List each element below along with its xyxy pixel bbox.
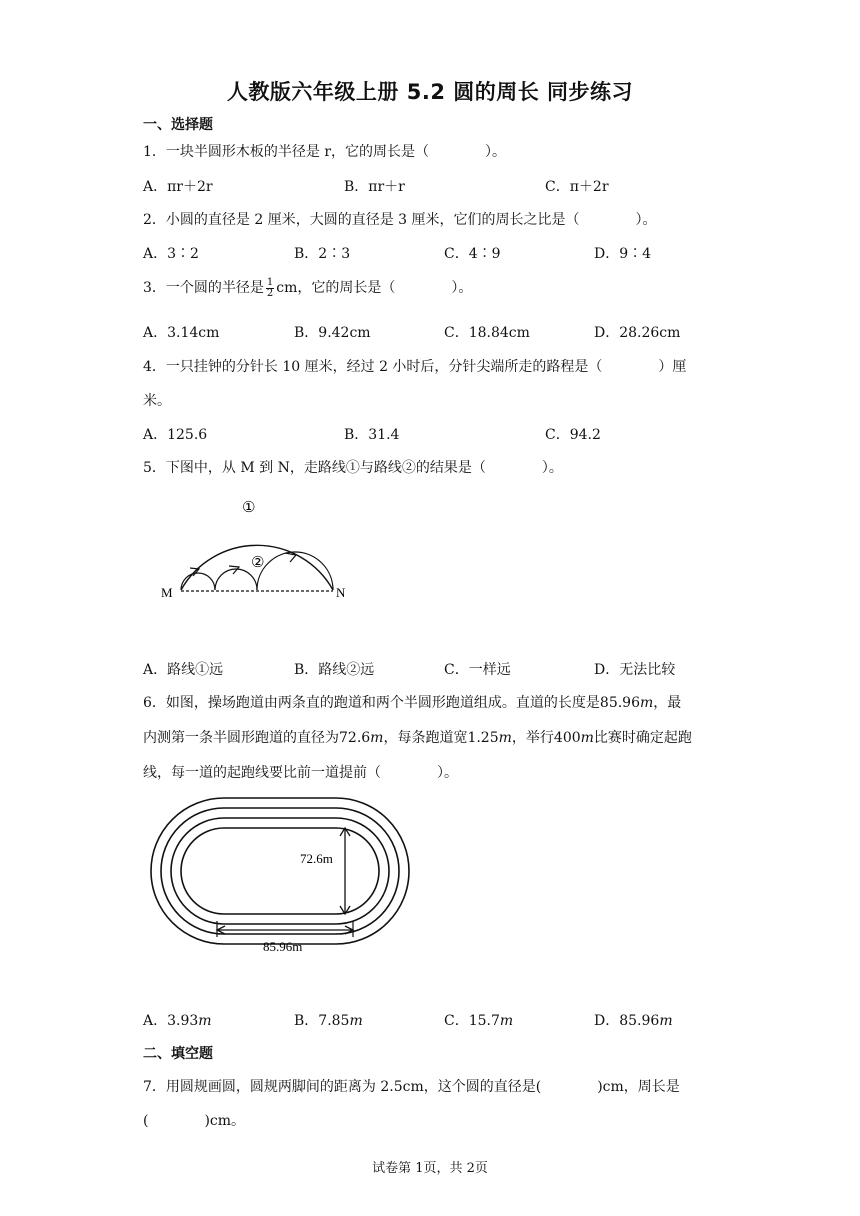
section-heading-choice: 一、选择题 bbox=[143, 117, 213, 133]
question-7-line-2: ( )cm。 bbox=[143, 1113, 246, 1129]
q3-fraction bbox=[266, 278, 274, 299]
q2-option-c: C．4∶9 bbox=[444, 246, 501, 262]
q5-option-d: D．无法比较 bbox=[594, 662, 676, 678]
question-3 bbox=[143, 277, 472, 299]
question-4-line-2: 米。 bbox=[143, 393, 171, 409]
q4-option-b: B．31.4 bbox=[344, 427, 400, 443]
arrow-3-icon bbox=[285, 553, 296, 562]
q3-option-b: B．9.42cm bbox=[294, 325, 371, 341]
section-heading-fill: 二、填空题 bbox=[143, 1046, 213, 1062]
question-6-line-2 bbox=[143, 727, 692, 747]
page-footer: 试卷第 1页，共 2页 bbox=[372, 1161, 488, 1176]
question-6-line-1 bbox=[143, 692, 681, 712]
q6-option-d-unit: m bbox=[659, 1013, 673, 1029]
question-5: 5．下图中，从 M 到 N，走路线①与路线②的结果是（ ）。 bbox=[143, 460, 563, 476]
route-2-arc-3 bbox=[257, 552, 333, 590]
q1-option-a: A．πr＋2r bbox=[143, 179, 213, 195]
question-7-line-1: 7．用圆规画圆，圆规两脚间的距离为 2.5cm，这个圆的直径是( )cm，周长是 bbox=[143, 1079, 680, 1095]
route-1-label: ① bbox=[242, 498, 256, 516]
q6-text-1a: 6．如图，操场跑道由两条直的跑道和两个半圆形跑道组成。直道的长度是 bbox=[143, 695, 600, 711]
route-diagram bbox=[155, 490, 360, 605]
q3-frac-denominator: 2 bbox=[266, 287, 274, 299]
diameter-label: 72.6m bbox=[300, 851, 333, 866]
route-2-label: ② bbox=[251, 553, 265, 571]
q6-option-c bbox=[444, 1010, 513, 1030]
q6-option-b bbox=[294, 1010, 363, 1030]
q5-option-c: C．一样远 bbox=[444, 662, 511, 678]
q6-text-1b: ，最 bbox=[653, 695, 682, 711]
q3-option-d: D．28.26cm bbox=[594, 325, 681, 341]
track-lane-outer bbox=[151, 798, 409, 944]
q6-option-d bbox=[594, 1010, 673, 1030]
q6-option-b-value: B．7.85 bbox=[294, 1013, 350, 1029]
q3-option-c: C．18.84cm bbox=[444, 325, 530, 341]
q6-unit-2: m bbox=[370, 730, 384, 746]
q6-option-c-value: C．15.7 bbox=[444, 1013, 500, 1029]
q6-text-2c: ，举行 bbox=[511, 730, 554, 746]
question-1: 1．一块半圆形木板的半径是 r，它的周长是（ ）。 bbox=[143, 144, 507, 160]
q2-option-a: A．3∶2 bbox=[143, 246, 199, 262]
q6-diameter: 72.6 bbox=[339, 730, 371, 746]
q6-unit-3: m bbox=[498, 730, 512, 746]
q4-option-c: C．94.2 bbox=[545, 427, 601, 443]
q6-option-b-unit: m bbox=[349, 1013, 363, 1029]
q3-option-a: A．3.14cm bbox=[143, 325, 220, 341]
q6-option-a bbox=[143, 1010, 212, 1030]
q6-unit-4: m bbox=[580, 730, 594, 746]
question-6-line-3: 线，每一道的起跑线要比前一道提前（ ）。 bbox=[143, 765, 458, 781]
track-diagram bbox=[148, 796, 416, 958]
q6-text-2b: ，每条跑道宽 bbox=[383, 730, 468, 746]
q6-option-a-unit: m bbox=[198, 1013, 212, 1029]
q3-suffix: cm，它的周长是（ ）。 bbox=[276, 280, 473, 296]
q2-option-d: D．9∶4 bbox=[594, 246, 652, 262]
q6-race-distance: 400 bbox=[553, 730, 581, 746]
question-2: 2．小圆的直径是 2 厘米，大圆的直径是 3 厘米，它们的周长之比是（ ）。 bbox=[143, 212, 657, 228]
q2-option-b: B．2∶3 bbox=[294, 246, 351, 262]
q6-lane-width: 1.25 bbox=[467, 730, 499, 746]
track-lane-2 bbox=[171, 818, 389, 924]
length-label: 85.96m bbox=[263, 939, 303, 954]
page-title: 人教版六年级上册 5.2 圆的周长 同步练习 bbox=[226, 80, 634, 104]
q3-frac-numerator: 1 bbox=[266, 276, 274, 288]
q5-option-b: B．路线②远 bbox=[294, 662, 375, 678]
q5-option-a: A．路线①远 bbox=[143, 662, 224, 678]
route-2-arc-2 bbox=[215, 569, 257, 590]
q1-option-b: B．πr＋r bbox=[344, 179, 405, 195]
question-4-line-1: 4．一只挂钟的分针长 10 厘米，经过 2 小时后，分针尖端所走的路程是（ ）厘 bbox=[143, 359, 687, 375]
label-n: N bbox=[336, 585, 346, 600]
q3-prefix: 3．一个圆的半径是 bbox=[143, 280, 264, 296]
label-m: M bbox=[161, 585, 173, 600]
q6-option-c-unit: m bbox=[499, 1013, 514, 1029]
q6-option-d-value: D．85.96 bbox=[594, 1013, 660, 1029]
q6-text-2a: 内测第一条半圆形跑道的直径为 bbox=[143, 730, 339, 746]
track-lane-1 bbox=[181, 828, 379, 914]
q1-option-c: C．π＋2r bbox=[545, 179, 609, 195]
q6-option-a-value: A．3.93 bbox=[143, 1013, 199, 1029]
q6-straight-length: 85.96 bbox=[599, 695, 640, 711]
q6-unit-1: m bbox=[640, 695, 654, 711]
q6-text-2d: 比赛时确定起跑 bbox=[593, 730, 692, 746]
q4-option-a: A．125.6 bbox=[143, 427, 208, 443]
track-lane-3 bbox=[161, 808, 399, 934]
